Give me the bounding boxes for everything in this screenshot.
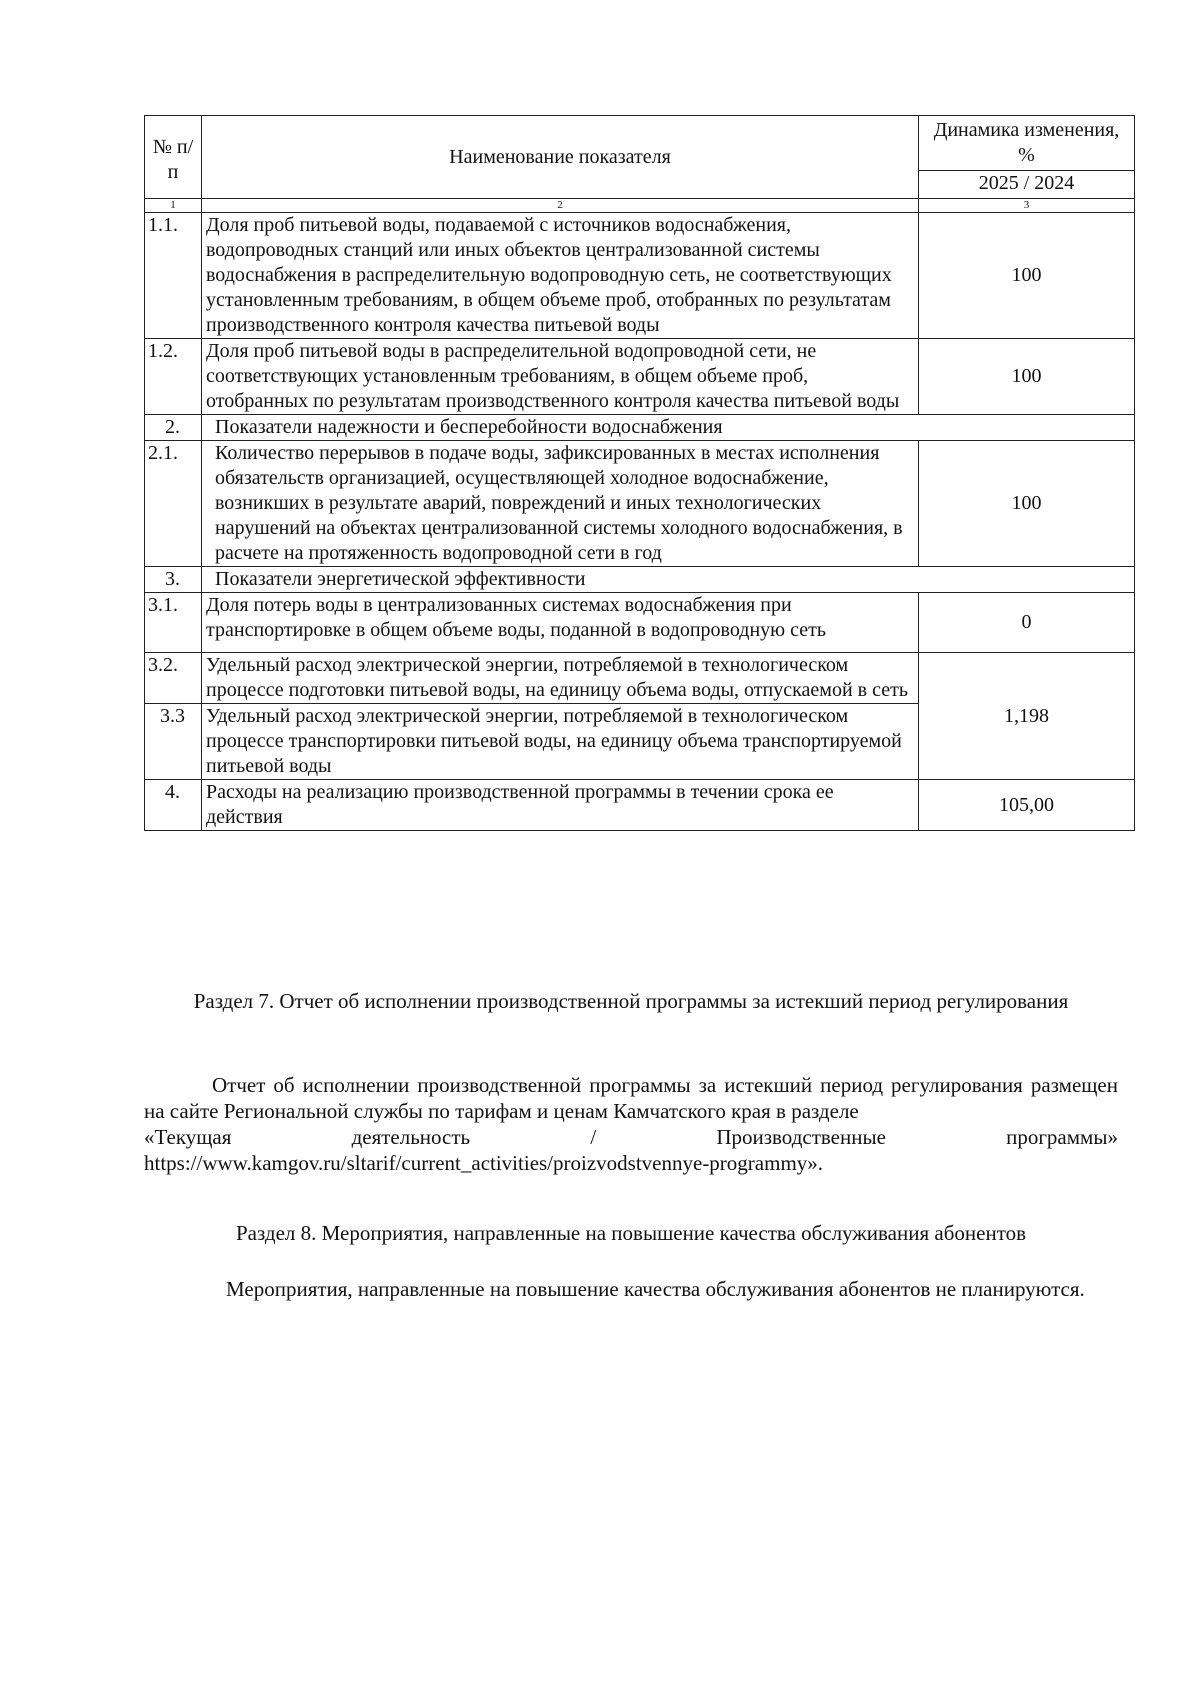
header-num: № п/п [145,116,202,199]
table-row [145,593,1135,653]
section-row [145,415,1135,441]
row-text: Удельный расход электрической энергии, потребляемой в технологическом процессе транспортировки питьевой воды, на единицу объема транспортируемой питьевой воды [202,704,919,780]
section-8-paragraph: Мероприятия, направленные на повышение качества обслуживания абонентов не планируются. [226,1277,1085,1301]
index-cell: 2 [202,199,919,213]
row-text: Количество перерывов в подаче воды, зафиксированных в местах исполнения обязательств организацией, осуществляющей холодное водоснабжение, возникших в результате аварий, повреждений и иных технологических нарушений на объектах централизованной системы холодного водоснабжения, в расчете на протяженность водопроводной сети в год [202,441,919,567]
link-word: Производственные [716,1125,886,1149]
section-row [145,567,1135,593]
row-number: 1.2. [145,339,202,415]
section-7-body [144,1072,1118,1176]
index-row [145,199,1135,213]
table-row [145,339,1135,415]
row-text: Доля проб питьевой воды в распределительной водопроводной сети, не соответствующих установленным требованиям, в общем объеме проб, отобранных по результатам производственного контроля качества питьевой воды [202,339,919,415]
row-number: 4. [145,780,202,831]
row-number: 3.3 [145,704,202,780]
link-word: деятельность [351,1125,471,1149]
row-value: 1,198 [919,653,1135,780]
row-number: 1.1. [145,213,202,339]
header-dynamics: Динамика изменения, % [919,116,1135,171]
table-row [145,213,1135,339]
row-value: 100 [919,441,1135,567]
row-number: 3.2. [145,653,202,704]
section-7-link-line [144,1124,1118,1150]
index-cell: 1 [145,199,202,213]
section-7-url: https://www.kamgov.ru/sltarif/current_activities/proizvodstvennye-programmy». [144,1151,824,1175]
header-period: 2025 / 2024 [919,171,1135,199]
row-text: Доля потерь воды в централизованных системах водоснабжения при транспортировке в общем объеме воды, поданной в водопроводную сеть [202,593,919,653]
section-title: Показатели энергетической эффективности [202,567,1135,593]
table-row [145,441,1135,567]
section-number: 3. [145,567,202,593]
table-row [145,780,1135,831]
index-cell: 3 [919,199,1135,213]
row-value: 105,00 [919,780,1135,831]
section-title: Показатели надежности и бесперебойности водоснабжения [202,415,1135,441]
row-value: 100 [919,213,1135,339]
indicators-table [144,115,1135,831]
row-number: 2.1. [145,441,202,567]
link-word: / [590,1125,597,1149]
row-value: 100 [919,339,1135,415]
row-text: Доля проб питьевой воды, подаваемой с источников водоснабжения, водопроводных станций или иных объектов централизованной системы водоснабжения в распределительную водопроводную сеть, не соответствующих установленным требованиям, в общем объеме проб, отобранных по результатам производственного контроля качества питьевой воды [202,213,919,339]
section-7-title: Раздел 7. Отчет об исполнении производственной программы за истекший период регулирования [193,989,1069,1013]
row-text: Удельный расход электрической энергии, потребляемой в технологическом процессе подготовки питьевой воды, на единицу объема воды, отпускаемой в сеть [202,653,919,704]
section-7-paragraph: Отчет об исполнении производственной программы за истекший период регулирования размещен на сайте Региональной службы по тарифам и ценам Камчатского края в разделе [144,1073,1118,1123]
header-name: Наименование показателя [202,116,919,199]
row-value: 0 [919,593,1135,653]
section-8-title: Раздел 8. Мероприятия, направленные на повышение качества обслуживания абонентов [235,1221,1027,1245]
section-number: 2. [145,415,202,441]
row-number: 3.1. [145,593,202,653]
table-row [145,653,1135,704]
link-word: «Текущая [144,1125,232,1149]
link-word: программы» [1006,1125,1118,1149]
row-text: Расходы на реализацию производственной программы в течении срока ее действия [202,780,919,831]
